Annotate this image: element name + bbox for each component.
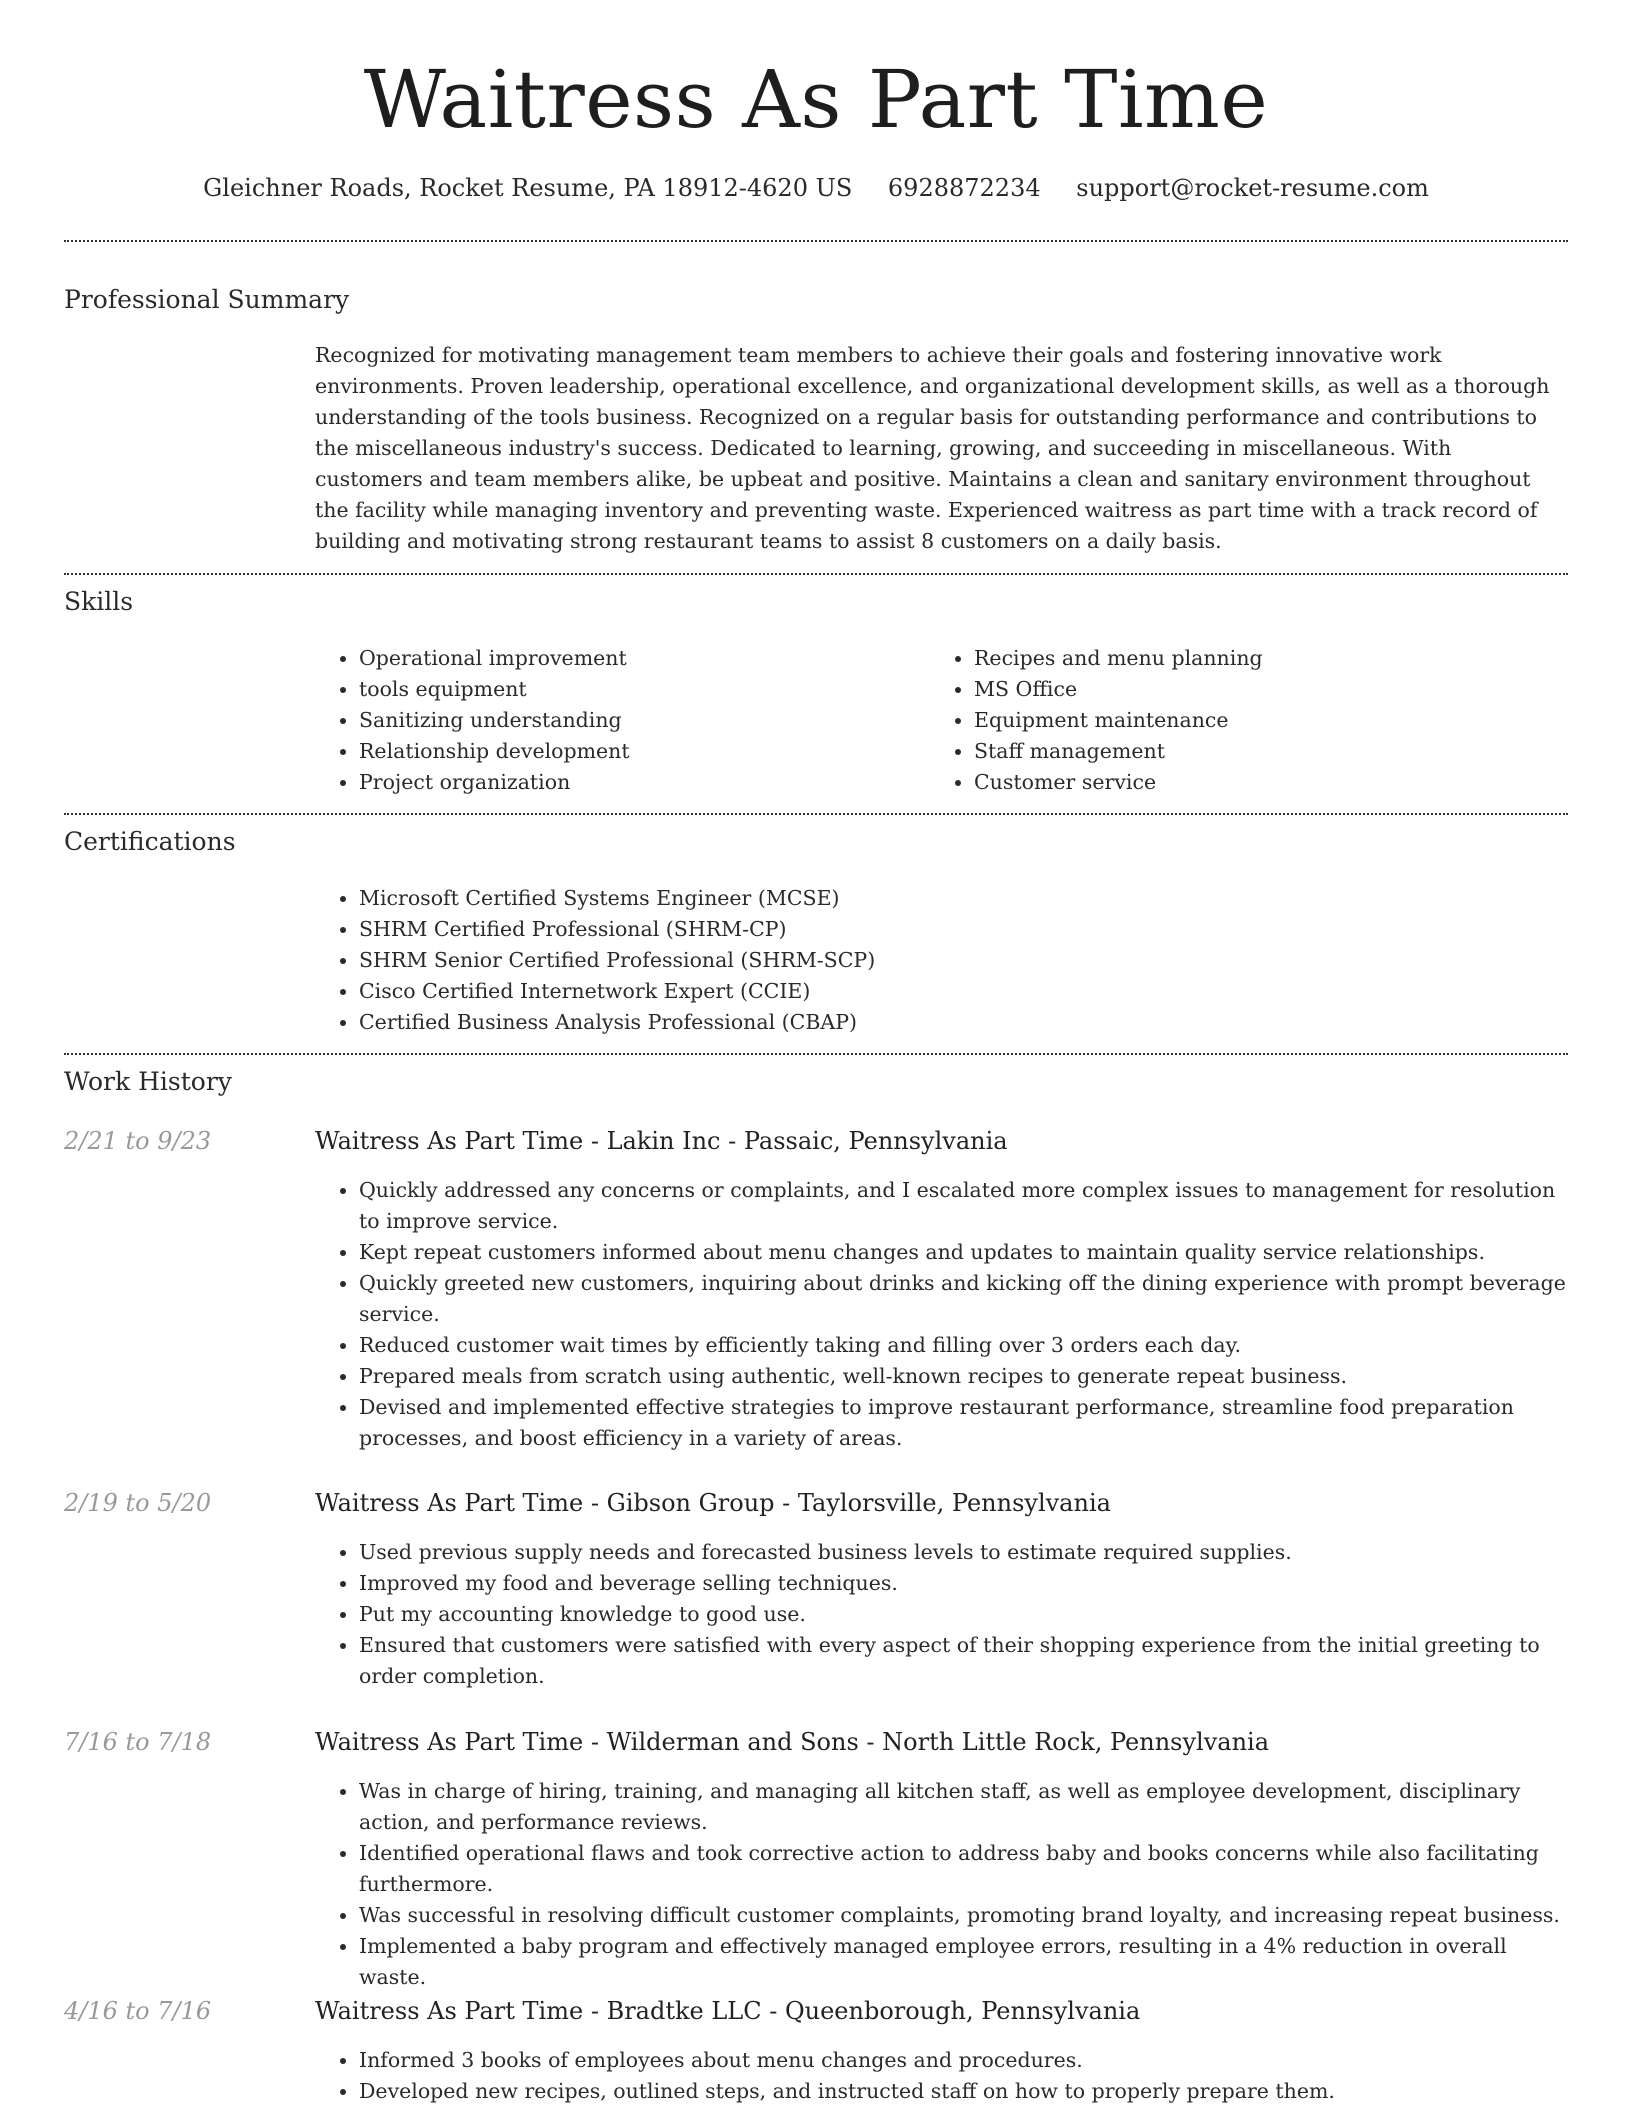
certification-item: • Cisco Certified Internetwork Expert (CCIE)	[359, 976, 1565, 1007]
job-bullet: • Informed 3 books of employees about menu changes and procedures.	[359, 2045, 1570, 2076]
job-bullet: • Reduced customer wait times by efficiently taking and filling over 3 orders each day.	[359, 1330, 1570, 1361]
job-dates: 2/21 to 9/23	[64, 1127, 212, 1155]
job-title: Waitress As Part Time - Bradtke LLC - Queenborough, Pennsylvania	[315, 1997, 1141, 2025]
certifications-heading: Certifications	[64, 827, 236, 856]
contact-address: Gleichner Roads, Rocket Resume, PA 18912-4620 US	[203, 174, 853, 202]
certification-item: • Microsoft Certified Systems Engineer (MCSE)	[359, 883, 1565, 914]
job-bullet: • Quickly greeted new customers, inquiring about drinks and kicking off the dining experience with prompt beverage service.	[359, 1268, 1570, 1330]
skill-item: • Relationship development	[359, 736, 915, 767]
job-dates: 7/16 to 7/18	[64, 1728, 212, 1756]
skills-list-left	[315, 643, 915, 798]
divider	[64, 1053, 1568, 1055]
job-bullet: • Prepared meals from scratch using authentic, well-known recipes to generate repeat business.	[359, 1361, 1570, 1392]
contact-email: support@rocket-resume.com	[1076, 174, 1429, 202]
job-title: Waitress As Part Time - Gibson Group - Taylorsville, Pennsylvania	[315, 1489, 1111, 1517]
certification-item: • Certified Business Analysis Professional (CBAP)	[359, 1007, 1565, 1038]
skill-item: • Staff management	[974, 736, 1550, 767]
certification-item: • SHRM Certified Professional (SHRM-CP)	[359, 914, 1565, 945]
skill-item: • Project organization	[359, 767, 915, 798]
job-bullet: • Kept repeat customers informed about menu changes and updates to maintain quality service relationships.	[359, 1237, 1570, 1268]
job-bullet: • Improved my food and beverage selling techniques.	[359, 1568, 1570, 1599]
job-dates: 2/19 to 5/20	[64, 1489, 212, 1517]
job-bullet: • Used previous supply needs and forecasted business levels to estimate required supplies.	[359, 1537, 1570, 1568]
job-title: Waitress As Part Time - Lakin Inc - Passaic, Pennsylvania	[315, 1127, 1008, 1155]
skills-list-right	[930, 643, 1550, 798]
summary-text: Recognized for motivating management team members to achieve their goals and fostering innovative work environments. Proven leadership, operational excellence, and organizational development skills, as well as a thorough understanding of the tools business. Recognized on a regular basis for outstanding performance and contributions to the miscellaneous industry's success. Dedicated to learning, growing, and succeeding in miscellaneous. With customers and team members alike, be upbeat and positive. Maintains a clean and sanitary environment throughout the facility while managing inventory and preventing waste. Experienced waitress as part time with a track record of building and motivating strong restaurant teams to assist 8 customers on a daily basis.	[315, 343, 1550, 553]
skill-item: • tools equipment	[359, 674, 915, 705]
job-bullet: • Devised and implemented effective strategies to improve restaurant performance, streamline food preparation processes, and boost efficiency in a variety of areas.	[359, 1392, 1570, 1454]
divider	[64, 813, 1568, 815]
job-dates: 4/16 to 7/16	[64, 1997, 212, 2025]
job-title: Waitress As Part Time - Wilderman and Sons - North Little Rock, Pennsylvania	[315, 1728, 1270, 1756]
job-bullet: • Implemented a baby program and effectively managed employee errors, resulting in a 4% reduction in overall waste.	[359, 1931, 1570, 1993]
skill-item: • Equipment maintenance	[974, 705, 1550, 736]
job-bullets	[315, 1175, 1570, 1454]
summary-heading: Professional Summary	[64, 285, 350, 314]
job-bullets	[315, 1776, 1570, 1993]
job-bullet: • Identified operational flaws and took corrective action to address baby and books concerns while also facilitating furthermore.	[359, 1838, 1570, 1900]
job-bullet: • Was successful in resolving difficult customer complaints, promoting brand loyalty, and increasing repeat business.	[359, 1900, 1570, 1931]
skill-item: • Customer service	[974, 767, 1550, 798]
job-bullet: • Ensured that customers were satisfied with every aspect of their shopping experience from the initial greeting to order completion.	[359, 1630, 1570, 1692]
contact-line	[0, 168, 1632, 208]
skill-item: • MS Office	[974, 674, 1550, 705]
divider	[64, 240, 1568, 242]
divider	[64, 573, 1568, 575]
work-history-heading: Work History	[64, 1067, 232, 1096]
job-bullets	[315, 2045, 1570, 2107]
contact-phone: 6928872234	[887, 174, 1041, 202]
skill-item: • Recipes and menu planning	[974, 643, 1550, 674]
certification-item: • SHRM Senior Certified Professional (SHRM-SCP)	[359, 945, 1565, 976]
job-bullet: • Was in charge of hiring, training, and managing all kitchen staff, as well as employee development, disciplinary action, and performance reviews.	[359, 1776, 1570, 1838]
skill-item: • Sanitizing understanding	[359, 705, 915, 736]
job-bullet: • Developed new recipes, outlined steps, and instructed staff on how to properly prepare them.	[359, 2076, 1570, 2107]
skill-item: • Operational improvement	[359, 643, 915, 674]
job-bullet: • Put my accounting knowledge to good use.	[359, 1599, 1570, 1630]
skills-heading: Skills	[64, 587, 134, 616]
certifications-list	[315, 883, 1565, 1038]
job-bullets	[315, 1537, 1570, 1692]
job-bullet: • Quickly addressed any concerns or complaints, and I escalated more complex issues to management for resolution to improve service.	[359, 1175, 1570, 1237]
candidate-name: Waitress As Part Time	[363, 53, 1269, 146]
